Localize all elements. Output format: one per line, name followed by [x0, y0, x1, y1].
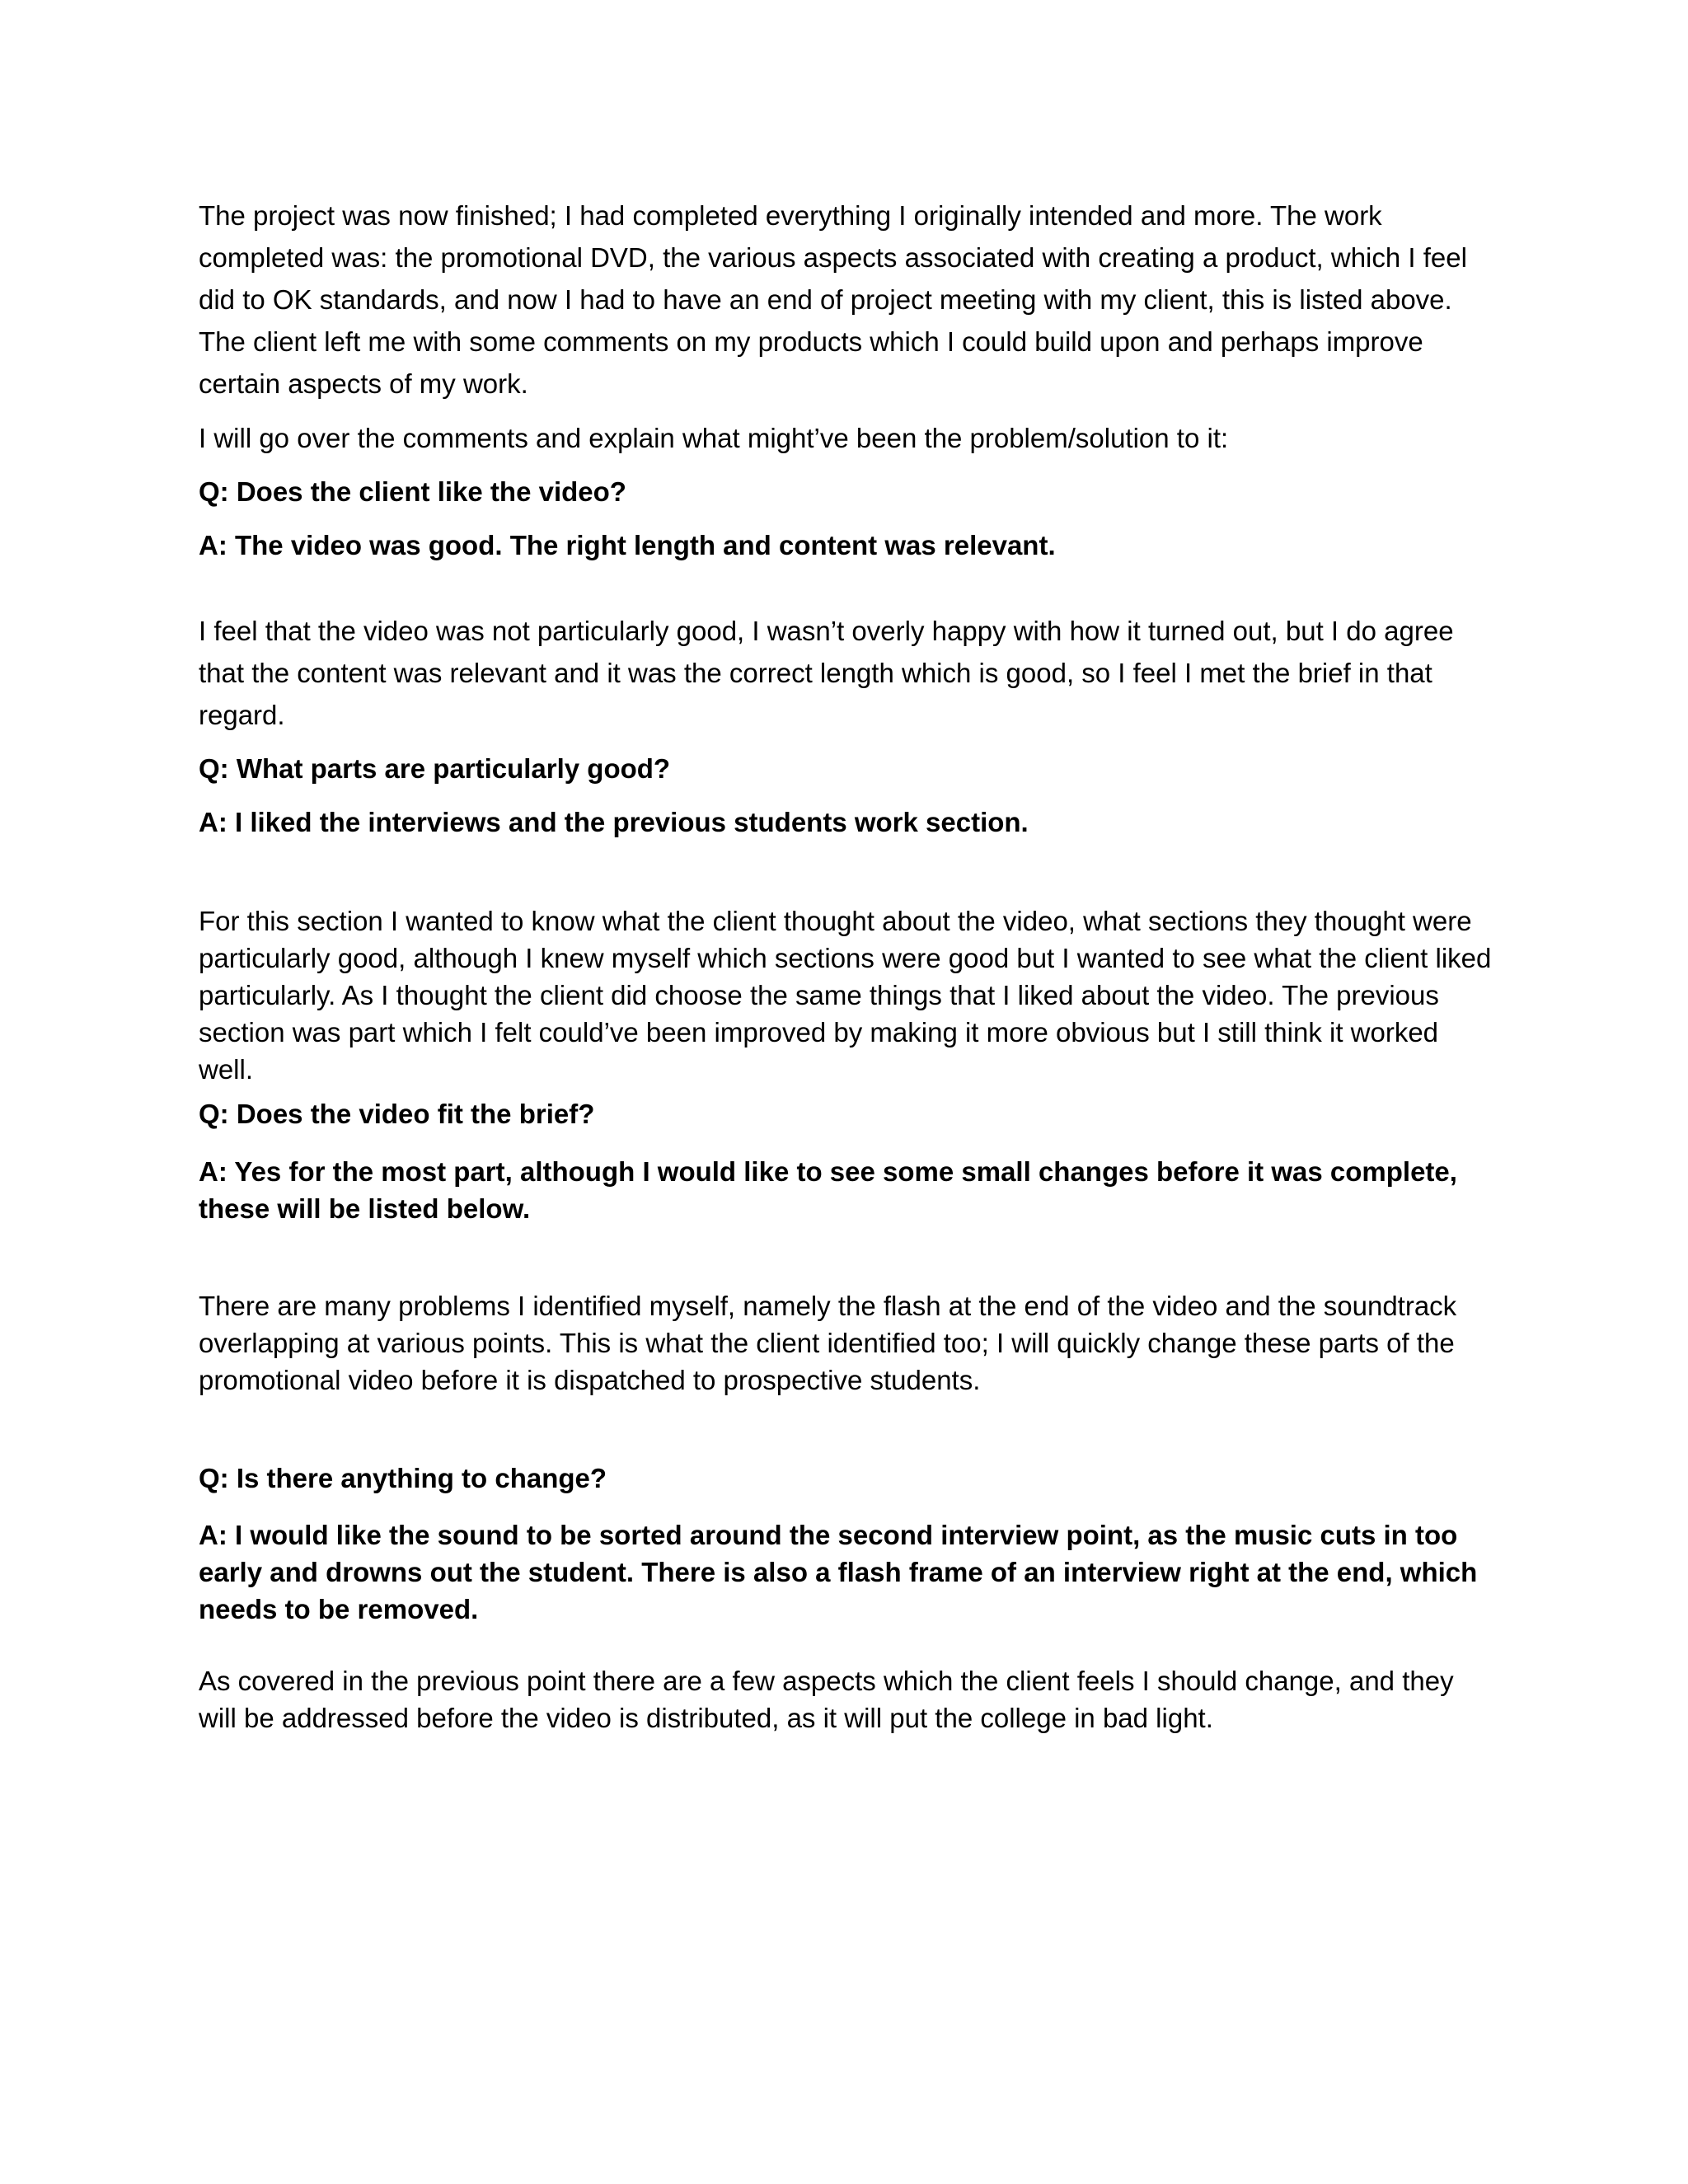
question-4: Q: Is there anything to change? [199, 1463, 607, 1493]
answer-1: A: The video was good. The right length and content was relevant. [199, 530, 1056, 560]
answer-4: A: I would like the sound to be sorted around the second interview point, as the music cuts in too early and drowns out the student. There is also a flash frame of an interview right at the end, which needs to be removed. [199, 1520, 1478, 1624]
commentary-4: As covered in the previous point there are a few aspects which the client feels I should change, and they will be addressed before the video is distributed, as it will put the college in bad light. [199, 1666, 1454, 1733]
question-3: Q: Does the video fit the brief? [199, 1099, 595, 1129]
question-2: Q: What parts are particularly good? [199, 753, 671, 784]
question-1: Q: Does the client like the video? [199, 476, 626, 507]
answer-3: A: Yes for the most part, although I would like to see some small changes before it was complete, these will be listed below. [199, 1156, 1457, 1224]
intro-paragraph: The project was now finished; I had completed everything I originally intended and more. The work completed was: the promotional DVD, the various aspects associated with creating a product, which I feel did to OK standards, and now I had to have an end of project meeting with my client, this is listed above. The client left me with some comments on my products which I could build upon and perhaps improve certain aspects of my work. [199, 200, 1467, 399]
commentary-3: There are many problems I identified myself, namely the flash at the end of the video and the soundtrack overlapping at various points. This is what the client identified too; I will quickly change these parts of the promotional video before it is dispatched to prospective students. [199, 1291, 1457, 1395]
commentary-2: For this section I wanted to know what the client thought about the video, what sections they thought were particularly good, although I knew myself which sections were good but I wanted to see what the client liked particularly. As I thought the client did choose the same things that I liked about the video. The previous section was part which I felt could’ve been improved by making it more obvious but I still think it worked well. [199, 906, 1492, 1085]
lead-in-paragraph: I will go over the comments and explain what might’ve been the problem/solution to it: [199, 423, 1229, 453]
commentary-1: I feel that the video was not particularly good, I wasn’t overly happy with how it turned out, but I do agree that the content was relevant and it was the correct length which is good, so I feel I met the brief in that regard. [199, 616, 1454, 730]
answer-2: A: I liked the interviews and the previous students work section. [199, 807, 1029, 837]
